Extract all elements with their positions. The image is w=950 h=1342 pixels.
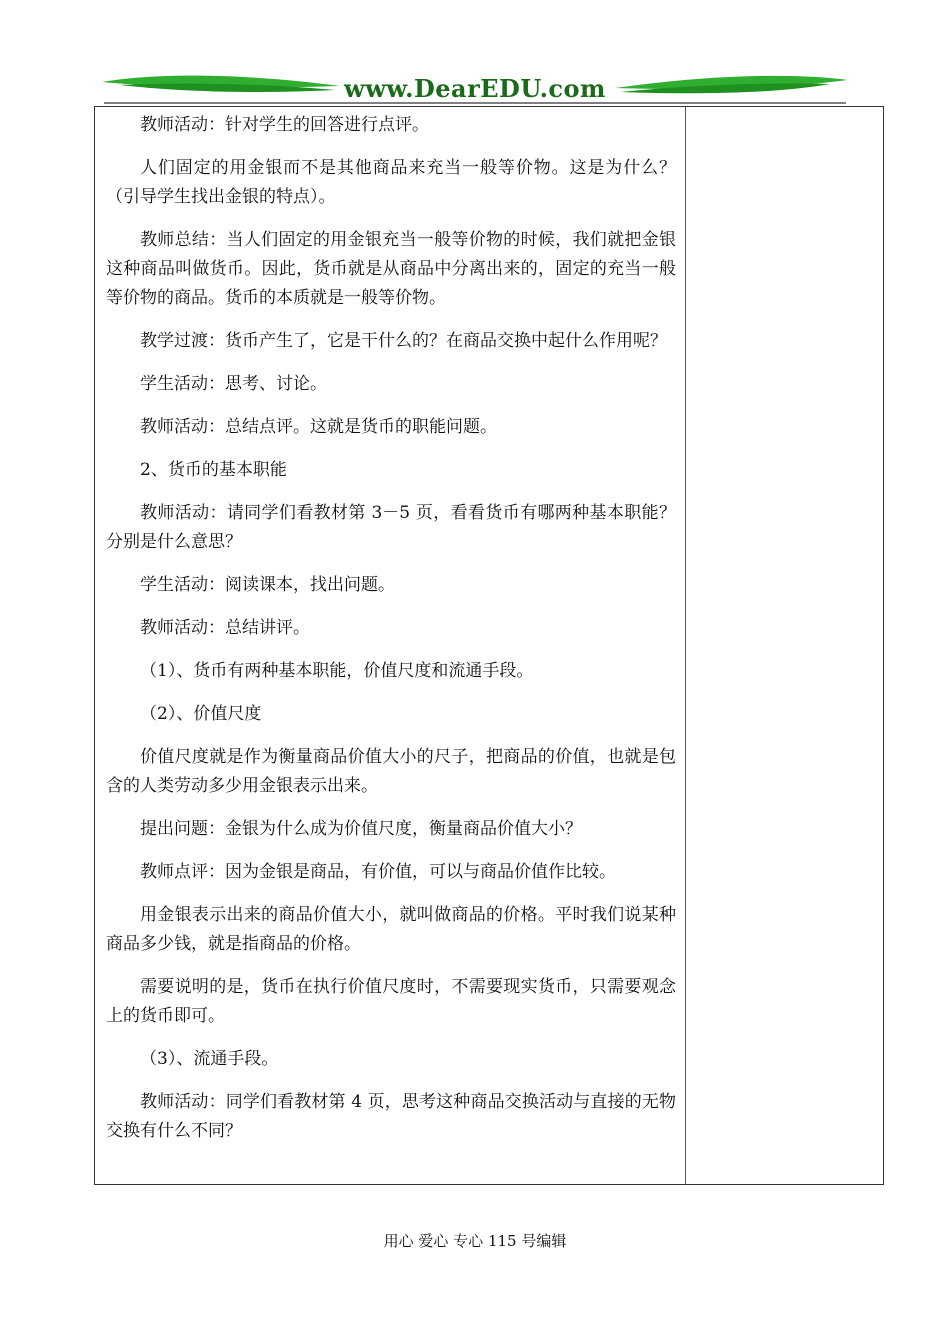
paragraph: （1）、货币有两种基本职能，价值尺度和流通手段。	[140, 661, 534, 681]
paragraph: 人们固定的用金银而不是其他商品来充当一般等价物。这是为什么？（引导学生找出金银的特点）。	[106, 158, 676, 207]
section-heading: 2、货币的基本职能	[140, 460, 287, 480]
paragraph: 教师点评：因为金银是商品，有价值，可以与商品价值作比较。	[140, 862, 616, 882]
page-header	[100, 68, 850, 108]
paragraph: 教学过渡：货币产生了，它是干什么的？在商品交换中起什么作用呢？	[140, 331, 667, 351]
paragraph: 价值尺度就是作为衡量商品价值大小的尺子，把商品的价值，也就是包含的人类劳动多少用金银表示出来。	[106, 747, 676, 796]
subsection-heading: （3）、流通手段。	[140, 1049, 279, 1069]
paragraph: 提出问题：金银为什么成为价值尺度，衡量商品价值大小？	[140, 819, 582, 839]
paragraph: 用金银表示出来的商品价值大小，就叫做商品的价格。平时我们说某种商品多少钱，就是指商品的价格。	[106, 905, 676, 954]
lesson-content	[106, 111, 676, 1160]
paragraph: 学生活动：阅读课本，找出问题。	[140, 575, 395, 595]
paragraph: 教师总结：当人们固定的用金银充当一般等价物的时候，我们就把金银这种商品叫做货币。因此，货币就是从商品中分离出来的，固定的充当一般等价物的商品。货币的本质就是一般等价物。	[106, 230, 676, 308]
lesson-table	[94, 106, 884, 1185]
paragraph: 教师活动：请同学们看教材第 3－5 页，看看货币有哪两种基本职能？分别是什么意思？	[106, 503, 676, 552]
paragraph: 教师活动：同学们看教材第 4 页，思考这种商品交换活动与直接的无物交换有什么不同？	[106, 1092, 676, 1141]
page-footer: 用心 爱心 专心 115 号编辑	[383, 1232, 567, 1250]
paragraph: 教师活动：总结讲评。	[140, 618, 310, 638]
subsection-heading: （2）、价值尺度	[140, 704, 262, 724]
paragraph: 学生活动：思考、讨论。	[140, 374, 327, 394]
site-name: www.DearEDU.com	[344, 74, 606, 103]
paragraph: 需要说明的是，货币在执行价值尺度时，不需要现实货币，只需要观念上的货币即可。	[106, 977, 676, 1026]
column-divider	[685, 107, 686, 1184]
paragraph: 教师活动：总结点评。这就是货币的职能问题。	[140, 417, 497, 437]
paragraph: 教师活动：针对学生的回答进行点评。	[140, 115, 429, 135]
